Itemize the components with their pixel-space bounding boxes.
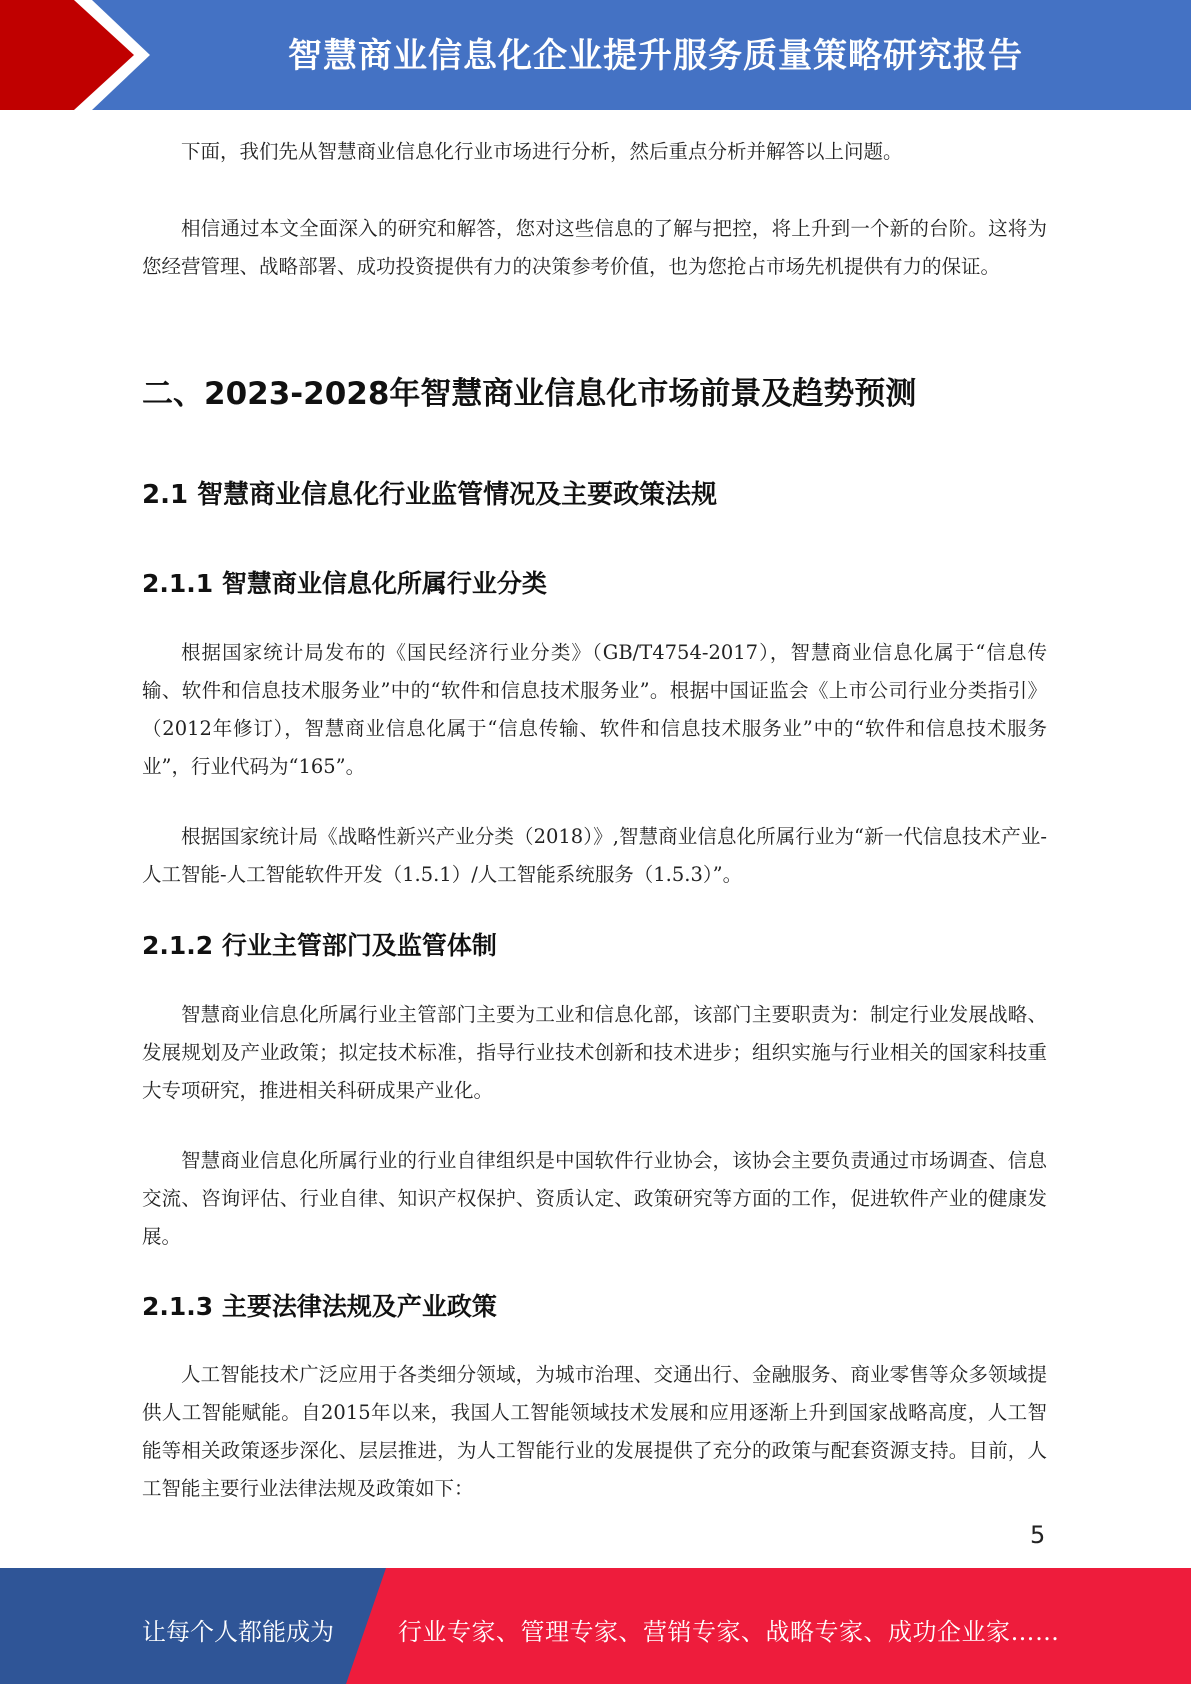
paragraph-policy: 人工智能技术广泛应用于各类细分领域，为城市治理、交通出行、金融服务、商业零售等众多领域提供人工智能赋能。自2015年以来，我国人工智能领域技术发展和应用逐渐上升到国家战略高度，人工智能等相关政策逐步深化、层层推进，为人工智能行业的发展提供了充分的政策与配套资源支持。目前，人工智能主要行业法律法规及政策如下： (142, 1363, 1047, 1500)
heading-2-1-3: 2.1.3 主要法律法规及产业政策 (142, 1292, 497, 1321)
heading-2-1: 2.1 智慧商业信息化行业监管情况及主要政策法规 (142, 480, 718, 510)
paragraph-authority: 智慧商业信息化所属行业主管部门主要为工业和信息化部，该部门主要职责为：制定行业发展战略、发展规划及产业政策；拟定技术标准，指导行业技术创新和技术进步；组织实施与行业相关的国家科技重大专项研究，推进相关科研成果产业化。 (142, 1003, 1047, 1102)
paragraph-value: 相信通过本文全面深入的研究和解答，您对这些信息的了解与把控，将上升到一个新的台阶。这将为您经营管理、战略部署、成功投资提供有力的决策参考价值，也为您抢占市场先机提供有力的保证。 (142, 217, 1047, 278)
heading-2-1-1: 2.1.1 智慧商业信息化所属行业分类 (142, 569, 547, 598)
footer-banner (0, 1568, 1191, 1684)
paragraph-association: 智慧商业信息化所属行业的行业自律组织是中国软件行业协会，该协会主要负责通过市场调查、信息交流、咨询评估、行业自律、知识产权保护、资质认定、政策研究等方面的工作，促进软件产业的健康发展。 (142, 1149, 1047, 1248)
section-heading-2: 二、2023-2028年智慧商业信息化市场前景及趋势预测 (142, 376, 917, 412)
paragraph-strategic-classification: 根据国家统计局《战略性新兴产业分类（2018）》,智慧商业信息化所属行业为“新一代信息技术产业-人工智能-人工智能软件开发（1.5.1）/人工智能系统服务（1.5.3）”。 (142, 825, 1047, 886)
footer-slogan-right: 行业专家、管理专家、营销专家、战略专家、成功企业家…… (398, 1618, 1060, 1646)
page-number: 5 (1030, 1521, 1046, 1549)
footer-slogan-left: 让每个人都能成为 (142, 1618, 334, 1646)
heading-2-1-2: 2.1.2 行业主管部门及监管体制 (142, 931, 497, 960)
paragraph-intro: 下面，我们先从智慧商业信息化行业市场进行分析，然后重点分析并解答以上问题。 (181, 140, 903, 163)
header-title: 智慧商业信息化企业提升服务质量策略研究报告 (288, 36, 1023, 76)
paragraph-classification: 根据国家统计局发布的《国民经济行业分类》（GB/T4754-2017），智慧商业信息化属于“信息传输、软件和信息技术服务业”中的“软件和信息技术服务业”。根据中国证监会《上市公司行业分类指引》（2012年修订），智慧商业信息化属于“信息传输、软件和信息技术服务业”中的“软件和信息技术服务业”，行业代码为“165”。 (142, 641, 1047, 778)
header-banner (0, 0, 1191, 110)
